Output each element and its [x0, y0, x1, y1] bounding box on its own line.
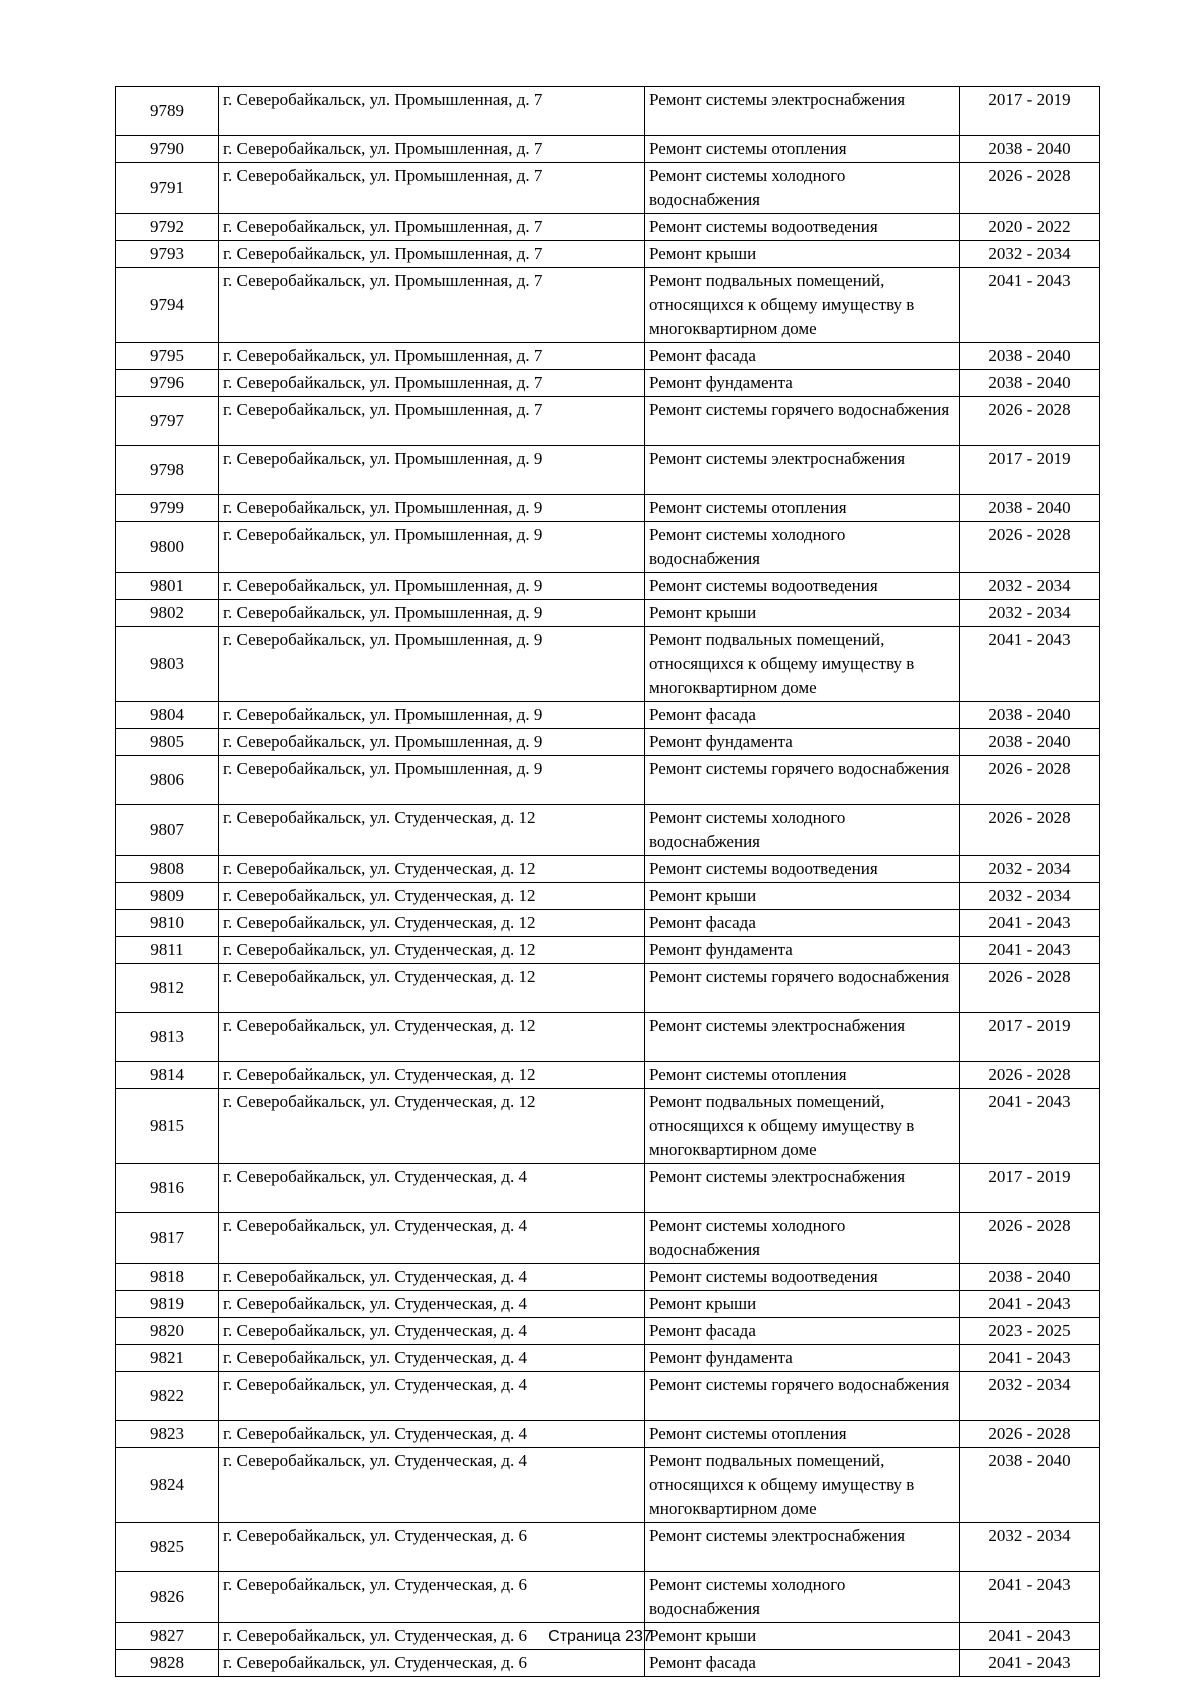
address-cell: г. Северобайкальск, ул. Промышленная, д. 9: [219, 522, 645, 573]
work-type-cell: Ремонт системы водоотведения: [645, 573, 960, 600]
table-row: [116, 883, 1100, 910]
row-number-cell: 9826: [116, 1572, 219, 1623]
row-number-cell: 9814: [116, 1062, 219, 1089]
period-cell: 2026 - 2028: [960, 397, 1100, 446]
row-number-cell: 9791: [116, 163, 219, 214]
address-cell: г. Северобайкальск, ул. Студенческая, д. 6: [219, 1572, 645, 1623]
address-cell: г. Северобайкальск, ул. Промышленная, д. 9: [219, 600, 645, 627]
work-type-cell: Ремонт крыши: [645, 1291, 960, 1318]
row-number-cell: 9811: [116, 937, 219, 964]
address-cell: г. Северобайкальск, ул. Студенческая, д. 4: [219, 1448, 645, 1523]
address-cell: г. Северобайкальск, ул. Промышленная, д. 9: [219, 729, 645, 756]
period-cell: 2041 - 2043: [960, 1623, 1100, 1650]
work-type-cell: Ремонт системы горячего водоснабжения: [645, 756, 960, 805]
table-row: [116, 805, 1100, 856]
table-row: [116, 343, 1100, 370]
period-cell: 2017 - 2019: [960, 1164, 1100, 1213]
period-cell: 2038 - 2040: [960, 1264, 1100, 1291]
address-cell: г. Северобайкальск, ул. Студенческая, д. 12: [219, 1062, 645, 1089]
row-number-cell: 9828: [116, 1650, 219, 1677]
row-number-cell: 9804: [116, 702, 219, 729]
work-type-cell: Ремонт подвальных помещений, относящихся к общему имуществу в многоквартирном доме: [645, 627, 960, 702]
period-cell: 2032 - 2034: [960, 600, 1100, 627]
address-cell: г. Северобайкальск, ул. Студенческая, д. 6: [219, 1623, 645, 1650]
row-number-cell: 9789: [116, 87, 219, 136]
table-row: [116, 522, 1100, 573]
address-cell: г. Северобайкальск, ул. Студенческая, д. 4: [219, 1264, 645, 1291]
row-number-cell: 9807: [116, 805, 219, 856]
table-row: [116, 573, 1100, 600]
address-cell: г. Северобайкальск, ул. Студенческая, д. 4: [219, 1213, 645, 1264]
row-number-cell: 9812: [116, 964, 219, 1013]
period-cell: 2032 - 2034: [960, 883, 1100, 910]
period-cell: 2038 - 2040: [960, 702, 1100, 729]
address-cell: г. Северобайкальск, ул. Промышленная, д. 9: [219, 573, 645, 600]
repair-schedule-table: [115, 86, 1100, 1677]
table-row: [116, 856, 1100, 883]
table-row: [116, 1164, 1100, 1213]
work-type-cell: Ремонт системы холодного водоснабжения: [645, 522, 960, 573]
table-row: [116, 214, 1100, 241]
table-row: [116, 600, 1100, 627]
work-type-cell: Ремонт системы горячего водоснабжения: [645, 1372, 960, 1421]
address-cell: г. Северобайкальск, ул. Промышленная, д. 7: [219, 163, 645, 214]
table-row: [116, 1291, 1100, 1318]
address-cell: г. Северобайкальск, ул. Студенческая, д. 12: [219, 937, 645, 964]
work-type-cell: Ремонт фундамента: [645, 937, 960, 964]
period-cell: 2032 - 2034: [960, 1372, 1100, 1421]
period-cell: 2041 - 2043: [960, 1572, 1100, 1623]
row-number-cell: 9792: [116, 214, 219, 241]
work-type-cell: Ремонт подвальных помещений, относящихся к общему имуществу в многоквартирном доме: [645, 1089, 960, 1164]
work-type-cell: Ремонт крыши: [645, 1623, 960, 1650]
address-cell: г. Северобайкальск, ул. Студенческая, д. 12: [219, 805, 645, 856]
work-type-cell: Ремонт системы электроснабжения: [645, 1523, 960, 1572]
period-cell: 2038 - 2040: [960, 495, 1100, 522]
period-cell: 2038 - 2040: [960, 1448, 1100, 1523]
work-type-cell: Ремонт системы электроснабжения: [645, 1013, 960, 1062]
address-cell: г. Северобайкальск, ул. Промышленная, д. 7: [219, 87, 645, 136]
address-cell: г. Северобайкальск, ул. Студенческая, д. 4: [219, 1372, 645, 1421]
work-type-cell: Ремонт системы отопления: [645, 136, 960, 163]
row-number-cell: 9795: [116, 343, 219, 370]
period-cell: 2020 - 2022: [960, 214, 1100, 241]
table-row: [116, 1318, 1100, 1345]
period-cell: 2026 - 2028: [960, 522, 1100, 573]
period-cell: 2032 - 2034: [960, 241, 1100, 268]
row-number-cell: 9819: [116, 1291, 219, 1318]
address-cell: г. Северобайкальск, ул. Промышленная, д. 9: [219, 627, 645, 702]
row-number-cell: 9796: [116, 370, 219, 397]
row-number-cell: 9799: [116, 495, 219, 522]
address-cell: г. Северобайкальск, ул. Студенческая, д. 6: [219, 1650, 645, 1677]
work-type-cell: Ремонт системы отопления: [645, 495, 960, 522]
table-row: [116, 1448, 1100, 1523]
row-number-cell: 9801: [116, 573, 219, 600]
table-row: [116, 136, 1100, 163]
address-cell: г. Северобайкальск, ул. Студенческая, д. 12: [219, 1089, 645, 1164]
address-cell: г. Северобайкальск, ул. Студенческая, д. 4: [219, 1345, 645, 1372]
period-cell: 2038 - 2040: [960, 370, 1100, 397]
table-row: [116, 370, 1100, 397]
table-row: [116, 495, 1100, 522]
row-number-cell: 9798: [116, 446, 219, 495]
address-cell: г. Северобайкальск, ул. Студенческая, д. 4: [219, 1291, 645, 1318]
period-cell: 2017 - 2019: [960, 1013, 1100, 1062]
work-type-cell: Ремонт системы электроснабжения: [645, 1164, 960, 1213]
period-cell: 2038 - 2040: [960, 343, 1100, 370]
address-cell: г. Северобайкальск, ул. Студенческая, д. 6: [219, 1523, 645, 1572]
address-cell: г. Северобайкальск, ул. Промышленная, д. 7: [219, 370, 645, 397]
row-number-cell: 9815: [116, 1089, 219, 1164]
row-number-cell: 9824: [116, 1448, 219, 1523]
table-row: [116, 937, 1100, 964]
period-cell: 2017 - 2019: [960, 87, 1100, 136]
work-type-cell: Ремонт системы горячего водоснабжения: [645, 397, 960, 446]
address-cell: г. Северобайкальск, ул. Промышленная, д. 9: [219, 446, 645, 495]
work-type-cell: Ремонт системы водоотведения: [645, 1264, 960, 1291]
row-number-cell: 9827: [116, 1623, 219, 1650]
row-number-cell: 9800: [116, 522, 219, 573]
address-cell: г. Северобайкальск, ул. Студенческая, д. 4: [219, 1421, 645, 1448]
table-row: [116, 702, 1100, 729]
address-cell: г. Северобайкальск, ул. Студенческая, д. 12: [219, 1013, 645, 1062]
work-type-cell: Ремонт крыши: [645, 241, 960, 268]
row-number-cell: 9813: [116, 1013, 219, 1062]
row-number-cell: 9803: [116, 627, 219, 702]
table-row: [116, 163, 1100, 214]
work-type-cell: Ремонт фундамента: [645, 370, 960, 397]
address-cell: г. Северобайкальск, ул. Промышленная, д. 9: [219, 702, 645, 729]
work-type-cell: Ремонт системы электроснабжения: [645, 87, 960, 136]
work-type-cell: Ремонт фундамента: [645, 1345, 960, 1372]
row-number-cell: 9821: [116, 1345, 219, 1372]
table-row: [116, 627, 1100, 702]
table-row: [116, 1062, 1100, 1089]
row-number-cell: 9816: [116, 1164, 219, 1213]
table-row: [116, 910, 1100, 937]
table-row: [116, 1650, 1100, 1677]
work-type-cell: Ремонт системы холодного водоснабжения: [645, 1213, 960, 1264]
row-number-cell: 9806: [116, 756, 219, 805]
address-cell: г. Северобайкальск, ул. Промышленная, д. 7: [219, 343, 645, 370]
period-cell: 2041 - 2043: [960, 1345, 1100, 1372]
address-cell: г. Северобайкальск, ул. Студенческая, д. 12: [219, 856, 645, 883]
address-cell: г. Северобайкальск, ул. Промышленная, д. 9: [219, 756, 645, 805]
work-type-cell: Ремонт системы водоотведения: [645, 856, 960, 883]
period-cell: 2026 - 2028: [960, 805, 1100, 856]
work-type-cell: Ремонт подвальных помещений, относящихся к общему имуществу в многоквартирном доме: [645, 268, 960, 343]
address-cell: г. Северобайкальск, ул. Студенческая, д. 4: [219, 1318, 645, 1345]
row-number-cell: 9820: [116, 1318, 219, 1345]
address-cell: г. Северобайкальск, ул. Промышленная, д. 7: [219, 397, 645, 446]
period-cell: 2032 - 2034: [960, 856, 1100, 883]
table-row: [116, 1089, 1100, 1164]
period-cell: 2041 - 2043: [960, 1089, 1100, 1164]
period-cell: 2041 - 2043: [960, 627, 1100, 702]
work-type-cell: Ремонт фасада: [645, 910, 960, 937]
work-type-cell: Ремонт фасада: [645, 343, 960, 370]
work-type-cell: Ремонт системы холодного водоснабжения: [645, 163, 960, 214]
table-row: [116, 1372, 1100, 1421]
address-cell: г. Северобайкальск, ул. Студенческая, д. 12: [219, 910, 645, 937]
table-row: [116, 446, 1100, 495]
work-type-cell: Ремонт фасада: [645, 1318, 960, 1345]
table-row: [116, 268, 1100, 343]
work-type-cell: Ремонт фасада: [645, 702, 960, 729]
address-cell: г. Северобайкальск, ул. Промышленная, д. 7: [219, 241, 645, 268]
address-cell: г. Северобайкальск, ул. Студенческая, д. 12: [219, 964, 645, 1013]
table-row: [116, 964, 1100, 1013]
period-cell: 2026 - 2028: [960, 163, 1100, 214]
address-cell: г. Северобайкальск, ул. Студенческая, д. 4: [219, 1164, 645, 1213]
row-number-cell: 9817: [116, 1213, 219, 1264]
work-type-cell: Ремонт крыши: [645, 883, 960, 910]
row-number-cell: 9805: [116, 729, 219, 756]
work-type-cell: Ремонт крыши: [645, 600, 960, 627]
period-cell: 2041 - 2043: [960, 910, 1100, 937]
address-cell: г. Северобайкальск, ул. Промышленная, д. 7: [219, 268, 645, 343]
row-number-cell: 9797: [116, 397, 219, 446]
address-cell: г. Северобайкальск, ул. Промышленная, д. 9: [219, 495, 645, 522]
table-row: [116, 87, 1100, 136]
table-row: [116, 1421, 1100, 1448]
row-number-cell: 9793: [116, 241, 219, 268]
table-row: [116, 397, 1100, 446]
row-number-cell: 9818: [116, 1264, 219, 1291]
period-cell: 2026 - 2028: [960, 1062, 1100, 1089]
work-type-cell: Ремонт системы отопления: [645, 1421, 960, 1448]
period-cell: 2032 - 2034: [960, 1523, 1100, 1572]
work-type-cell: Ремонт фундамента: [645, 729, 960, 756]
work-type-cell: Ремонт системы холодного водоснабжения: [645, 805, 960, 856]
work-type-cell: Ремонт системы отопления: [645, 1062, 960, 1089]
period-cell: 2026 - 2028: [960, 1421, 1100, 1448]
table-row: [116, 241, 1100, 268]
period-cell: 2023 - 2025: [960, 1318, 1100, 1345]
work-type-cell: Ремонт системы горячего водоснабжения: [645, 964, 960, 1013]
table-row: [116, 1572, 1100, 1623]
row-number-cell: 9823: [116, 1421, 219, 1448]
period-cell: 2041 - 2043: [960, 1650, 1100, 1677]
period-cell: 2026 - 2028: [960, 964, 1100, 1013]
page-number: Страница 237: [548, 1628, 652, 1645]
period-cell: 2041 - 2043: [960, 937, 1100, 964]
row-number-cell: 9790: [116, 136, 219, 163]
row-number-cell: 9808: [116, 856, 219, 883]
row-number-cell: 9810: [116, 910, 219, 937]
table-row: [116, 1345, 1100, 1372]
period-cell: 2032 - 2034: [960, 573, 1100, 600]
row-number-cell: 9809: [116, 883, 219, 910]
table-row: [116, 1523, 1100, 1572]
address-cell: г. Северобайкальск, ул. Промышленная, д. 7: [219, 214, 645, 241]
row-number-cell: 9822: [116, 1372, 219, 1421]
work-type-cell: Ремонт системы электроснабжения: [645, 446, 960, 495]
period-cell: 2038 - 2040: [960, 136, 1100, 163]
work-type-cell: Ремонт системы водоотведения: [645, 214, 960, 241]
table-row: [116, 729, 1100, 756]
period-cell: 2041 - 2043: [960, 268, 1100, 343]
work-type-cell: Ремонт фасада: [645, 1650, 960, 1677]
period-cell: 2026 - 2028: [960, 756, 1100, 805]
table-row: [116, 1264, 1100, 1291]
table-row: [116, 1213, 1100, 1264]
period-cell: 2026 - 2028: [960, 1213, 1100, 1264]
period-cell: 2038 - 2040: [960, 729, 1100, 756]
period-cell: 2017 - 2019: [960, 446, 1100, 495]
address-cell: г. Северобайкальск, ул. Студенческая, д. 12: [219, 883, 645, 910]
table-body: [116, 87, 1100, 1677]
row-number-cell: 9794: [116, 268, 219, 343]
row-number-cell: 9825: [116, 1523, 219, 1572]
period-cell: 2041 - 2043: [960, 1291, 1100, 1318]
table-row: [116, 756, 1100, 805]
table-row: [116, 1013, 1100, 1062]
row-number-cell: 9802: [116, 600, 219, 627]
work-type-cell: Ремонт системы холодного водоснабжения: [645, 1572, 960, 1623]
address-cell: г. Северобайкальск, ул. Промышленная, д. 7: [219, 136, 645, 163]
work-type-cell: Ремонт подвальных помещений, относящихся к общему имуществу в многоквартирном доме: [645, 1448, 960, 1523]
